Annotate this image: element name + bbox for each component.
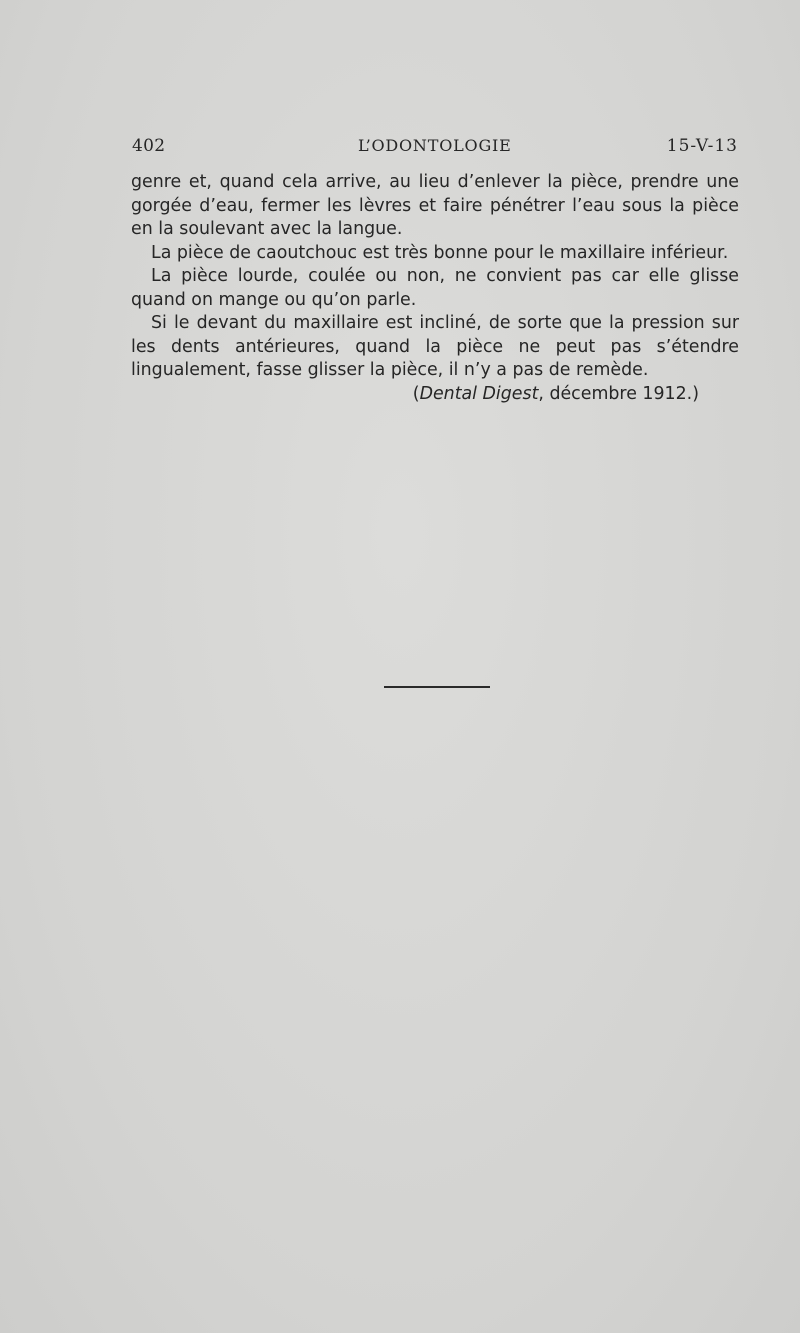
paragraph-caoutchouc: La pièce de caoutchouc est très bonne pour le maxillaire inférieur. <box>151 242 729 263</box>
page-number: 402 <box>132 136 166 156</box>
journal-title: L’ODONTOLOGIE <box>358 136 512 155</box>
paragraph-continuation: genre et, quand cela arrive, au lieu d’enlever la pièce, prendre une gorgée d’eau, fermer les lèvres et faire pénétrer l’eau sous la pièce en la soulevant avec la langue. <box>131 172 739 239</box>
source-citation <box>131 383 739 407</box>
citation-journal: Dental Digest <box>419 383 539 404</box>
citation-rest: , décembre 1912.) <box>538 383 699 404</box>
citation-open: ( <box>412 383 420 404</box>
section-divider <box>384 686 490 688</box>
issue-date: 15-V-13 <box>666 136 738 156</box>
paragraph-piece-lourde: La pièce lourde, coulée ou non, ne convient pas car elle glisse quand on mange ou qu’on parle. <box>131 266 739 310</box>
running-head <box>132 136 738 160</box>
paragraph-maxillaire-incline: Si le devant du maxillaire est incliné, de sorte que la pression sur les dents antérieures, quand la pièce ne peut pas s’étendre lingualement, fasse glisser la pièce, il n’y a pas de remède. <box>131 313 739 380</box>
article-body <box>131 171 739 406</box>
